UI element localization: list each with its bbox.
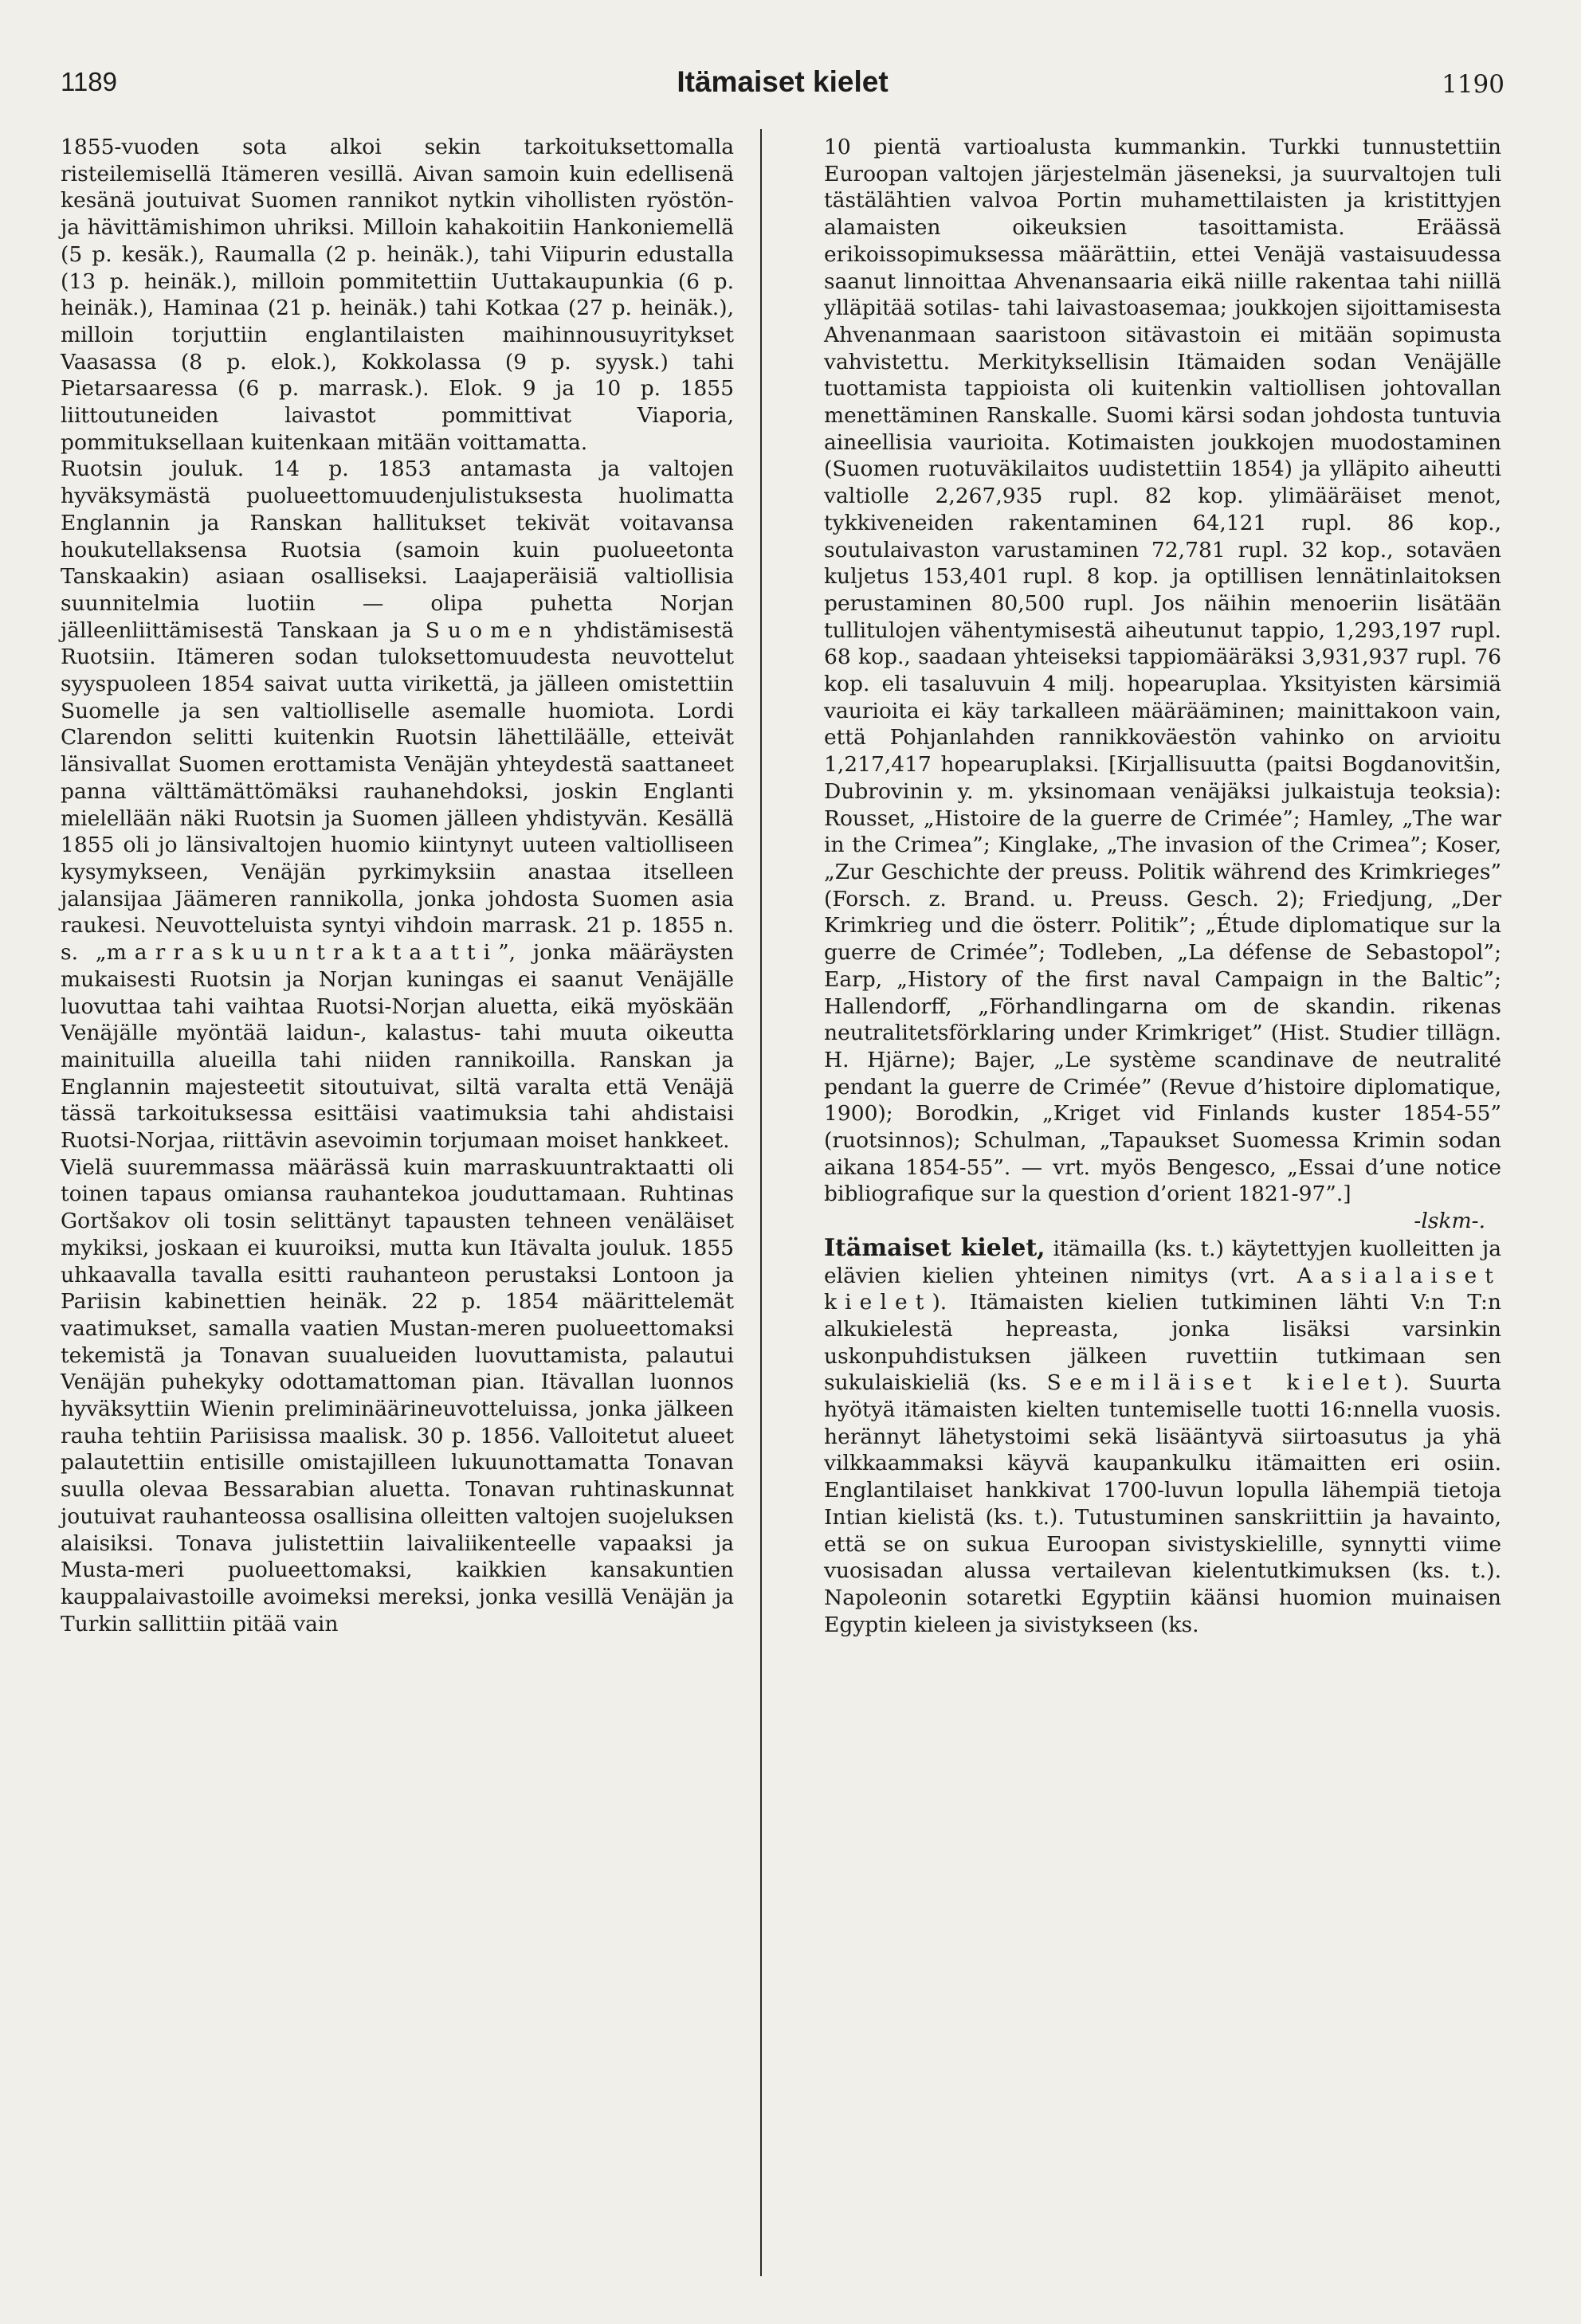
column-divider xyxy=(760,129,762,2276)
text-run: itämailla (ks. t.) käytettyjen kuolleitten ja elävien kielien yhteinen nimitys (vrt. xyxy=(824,1236,1501,1288)
paragraph xyxy=(61,456,734,1154)
page-header xyxy=(61,67,1504,115)
left-column xyxy=(61,134,734,1637)
text-run: ”, jonka määräysten mukaisesti Ruotsin ja Norjan kuningas ei saanut Venäjälle luovuttaa tahi vaihtaa Ruotsi-Norjan aluetta, eikä myöskään Venäjälle myöntää laidun-, kalastus- tahi muuta oikeutta mainituilla alueilla tahi niiden rannikoilla. Ranskan ja Englannin majesteetit sitoutuivat, siltä varalta että Venäjä tässä tarkoituksessa esittäisi vaatimuksia tahi ahdistaisi Ruotsi-Norjaa, riittävin asevoimin torjumaan moiset hankkeet. xyxy=(61,940,734,1154)
text-run: yhdistämisestä Ruotsiin. Itämeren sodan tuloksettomuudesta neuvottelut syyspuoleen 1854 saivat uutta virikettä, ja jälleen omistettiin Suomelle ja sen valtiolliselle asemalle huomiota. Lordi Clarendon selitti kuitenkin Ruotsin lähettiläälle, etteivät länsivallat Suomen erottamista Venäjän yhteydestä saattaneet panna välttämättömäksi rauhanehdoksi, joskin Englanti mielellään näki Ruotsin ja Suomen jälleen yhdistyvän. Kesällä 1855 oli jo länsivaltojen huomio kiintynyt uuteen valtiolliseen kysymykseen, Venäjän pyrkimyksiin anastaa itselleen jalansijaa Jäämeren rannikolla, jonka johdosta Suomen asia raukesi. Neuvotteluista syntyi vihdoin marrask. 21 p. 1855 n. s. „ xyxy=(61,617,734,966)
spaced-term: marraskuuntraktaatti xyxy=(106,940,499,966)
spaced-term: Seemiläiset kielet xyxy=(1046,1370,1395,1396)
entry xyxy=(824,1235,1501,1639)
page-number-right: 1190 xyxy=(1442,70,1504,99)
paragraph: 1855-vuoden sota alkoi sekin tarkoituksettomalla risteilemisellä Itämeren vesillä. Aivan samoin kuin edellisenä kesänä joutuivat Suomen rannikot nytkin vihollisten ryöstön- ja hävittämishimon uhriksi. Milloin kahakoitiin Hankoniemellä (5 p. kesäk.), Raumalla (2 p. heinäk.), tahi Viipurin edustalla (13 p. heinäk.), milloin pommitettiin Uuttakaupunkia (6 p. heinäk.), Haminaa (21 p. heinäk.) tahi Kotkaa (27 p. heinäk.), milloin torjuttiin englantilaisten maihinnousuyritykset Vaasassa (8 p. elok.), Kokkolassa (9 p. syysk.) tahi Pietarsaaressa (6 p. marrask.). Elok. 9 ja 10 p. 1855 liittoutuneiden laivastot pommittivat Viaporia, pommituksellaan kuitenkaan mitään voittamatta. xyxy=(61,135,734,455)
text-run: ). Itämaisten kielien tutkiminen lähti V:n T:n alkukielestä hepreasta, jonka lisäksi varsinkin uskonpuhdistuksen jälkeen ruvettiin tutkimaan sen sukulaiskieliä (ks. xyxy=(824,1290,1501,1396)
spaced-term: Suomen xyxy=(425,617,561,643)
author-signature: -lskm-. xyxy=(1414,1209,1485,1234)
running-title: Itämaiset kielet xyxy=(677,65,889,98)
page-number-left: 1189 xyxy=(61,67,117,96)
text-run: Ruotsin jouluk. 14 p. 1853 antamasta ja valtojen hyväksymästä puolueettomuudenjulistuksesta huolimatta Englannin ja Ranskan hallitukset tekivät voitavansa houkutellaksensa Ruotsia (samoin kuin puolueetonta Tanskaakin) asiaan osalliseksi. Laajaperäisiä valtiollisia suunnitelmia luotiin — olipa puhetta Norjan jälleenliittämisestä Tanskaan ja xyxy=(61,457,734,643)
text-run: ). Suurta hyötyä itämaisten kielten tuntemiselle tuotti 16:nnella vuosis. herännyt lähetystoimi sekä lisääntyvä siirtoasutus ja yhä vilkkaammaksi käyvä kaupankulku itämaitten eri osiin. Englantilaiset hankkivat 1700-luvun lopulla lähempiä tietoja Intian kielistä (ks. t.). Tutustuminen sanskriittiin ja havainto, että se on sukua Euroopan sivistyskielille, synnytti viime vuosisadan alussa vertailevan kielentutkimuksen (ks. t.). Napoleonin sotaretki Egyptiin käänsi huomion muinaisen Egyptin kieleen ja sivistykseen (ks. xyxy=(824,1370,1501,1637)
right-column xyxy=(824,134,1501,1638)
entry-headword: Itämaiset kielet, xyxy=(824,1233,1046,1262)
spaced-term: Aasialaiset kielet xyxy=(824,1263,1501,1315)
paragraph: 10 pientä vartioalusta kummankin. Turkki tunnustettiin Euroopan valtojen järjestelmän jäseneksi, ja suurvaltojen tuli tästälähtien valvoa Portin muhamettilaisten ja kristittyjen alamaisten oikeuksien tasoittamista. Eräässä erikoissopimuksessa määrättiin, ettei Venäjä vastaisuudessa saanut linnoittaa Ahvenansaaria eikä niille rakentaa tahi niillä ylläpitää sotilas- tahi laivastoasemaa; joukkojen sijoittamisesta Ahvenanmaan saaristoon sitävastoin ei mitään sopimusta vahvistettu. Merkityksellisin Itämaiden sodan Venäjälle tuottamista tappioista oli kuitenkin valtiollisen johtovallan menettäminen Ranskalle. Suomi kärsi sodan johdosta tuntuvia aineellisia vaurioita. Kotimaisten joukkojen muodostaminen (Suomen ruotuväkilaitos uudistettiin 1854) ja ylläpito aiheutti valtiolle 2,267,935 rupl. 82 kop. ylimääräiset menot, tykkiveneiden rakentaminen 64,121 rupl. 86 kop., soutulaivaston varustaminen 72,781 rupl. 32 kop., sotaväen kuljetus 153,401 rupl. 8 kop. ja optillisen lennätinlaitoksen perustaminen 80,500 rupl. Jos näihin menoeriin lisätään tullitulojen vähentymisestä aiheutunut tappio, 1,293,197 rupl. 68 kop., saadaan yhteiseksi tappiomääräksi 3,931,937 rupl. 76 kop. eli tasaluvuin 4 milj. hopearuplaa. Yksityisten kärsimiä vaurioita ei käy tarkalleen määrääminen; mainittakoon vain, että Pohjanlahden rannikkoväestön vahinko on arvioitu 1,217,417 hopearuplaksi. [Kirjallisuutta (paitsi Bogdanovitšin, Dubrovinin y. m. yksinomaan venäjäksi julkaistuja teoksia): Rousset, „Histoire de la guerre de Crimée”; Hamley, „The war in the Crimea”; Kinglake, „The invasion of the Crimea”; Koser, „Zur Geschichte der preuss. Politik während des Krimkrieges” (Forsch. z. Brand. u. Preuss. Gesch. 2); Friedjung, „Der Krimkrieg und die österr. Politik”; „Étude diplomatique sur la guerre de Crimée”; Todleben, „La défense de Sebastopol”; Earp, „History of the first naval Campaign in the Baltic”; Hallendorff, „Förhandlingarna om de skandin. rikenas neutralitetsförklaring under Krimkriget” (Hist. Studier tillägn. H. Hjärne); Bajer, „Le système scandinave de neutralité pendant la guerre de Crimée” (Revue d’histoire diplomatique, 1900); Borodkin, „Kriget vid Finlands kuster 1854-55” (ruotsinnos); Schulman, „Tapaukset Suomessa Krimin sodan aikana 1854-55”. — vrt. myös Bengesco, „Essai d’une notice bibliografique sur la question d’orient 1821-97”.] xyxy=(824,135,1501,1207)
paragraph: Vielä suuremmassa määrässä kuin marraskuuntraktaatti oli toinen tapaus omiansa rauhantekoa jouduttamaan. Ruhtinas Gortšakov oli tosin selittänyt tapausten tehneen venäläiset mykiksi, joskaan ei kuuroiksi, mutta kun Itävalta jouluk. 1855 uhkaavalla tavalla esitti rauhanteon perustaksi Lontoon ja Pariisin kabinettien heinäk. 22 p. 1854 määrittelemät vaatimukset, samalla vaatien Mustan-meren puolueettomaksi tekemistä ja Tonavan suualueiden luovuttamista, palautui Venäjän puhekyky odottamattoman pian. Itävallan luonnos hyväksyttiin Wienin preliminäärineuvotteluissa, jonka jälkeen rauha tehtiin Pariisissa maalisk. 30 p. 1856. Valloitetut alueet palautettiin entisille omistajilleen lukuunottamatta Tonavan suulla olevaa Bessarabian aluetta. Tonavan ruhtinaskunnat joutuivat rauhanteossa osallisina olleitten valtojen suojeluksen alaisiksi. Tonava julistettiin laivaliikenteelle vapaaksi ja Musta-meri puolueettomaksi, kaikkien kansakuntien kauppalaivastoille avoimeksi mereksi, jonka vesillä Venäjän ja Turkin sallittiin pitää vain xyxy=(61,1154,734,1636)
